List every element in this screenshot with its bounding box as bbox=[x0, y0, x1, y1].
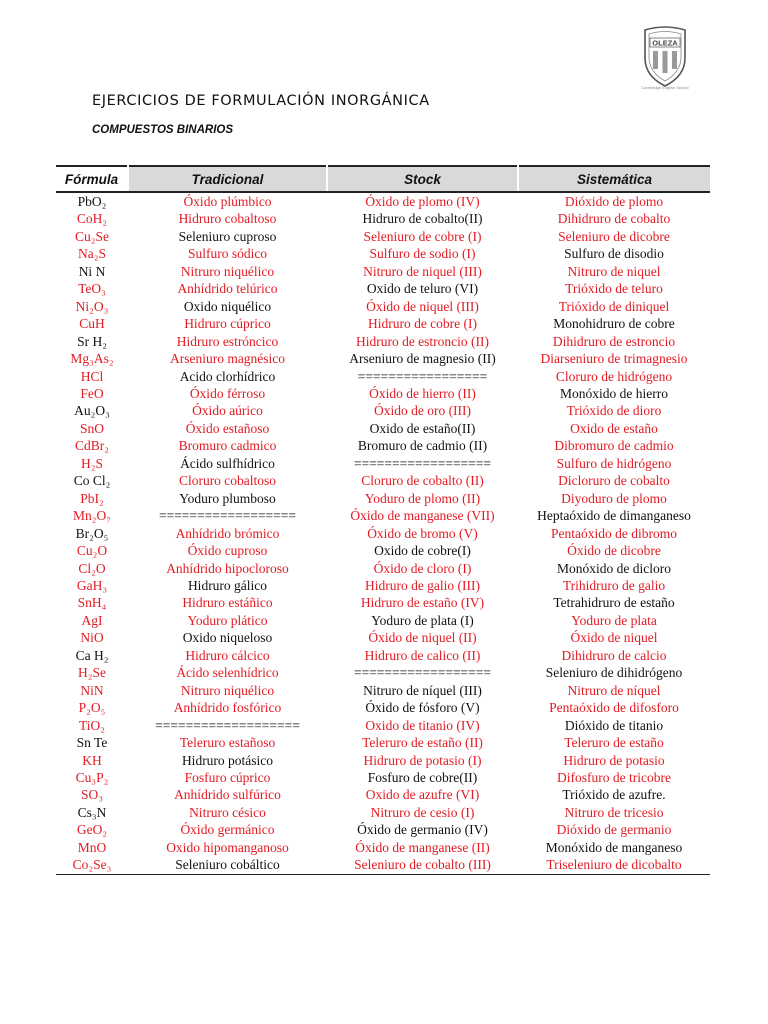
stock-cell: Óxido de hierro (II) bbox=[369, 385, 476, 401]
stock-cell: Fosfuro de cobre(II) bbox=[367, 769, 478, 785]
sistematica-cell: Dióxido de germanio bbox=[556, 822, 672, 838]
sistematica-cell: Trióxido de diniquel bbox=[558, 298, 670, 314]
tradicional-cell: Hidruro cálcico bbox=[185, 647, 270, 663]
tradicional-cell: Sulfuro sódico bbox=[187, 246, 268, 262]
formula-cell: Cu₂O bbox=[76, 543, 108, 559]
tradicional-cell: Ácido selenhídrico bbox=[176, 665, 279, 681]
sistematica-cell: Monóxido de manganeso bbox=[545, 839, 683, 855]
table-row bbox=[56, 525, 710, 542]
table-row bbox=[56, 752, 710, 769]
column-header-formula: Fórmula bbox=[56, 166, 128, 192]
stock-cell: Oxido de teluro (VI) bbox=[366, 281, 479, 297]
sistematica-cell: Dióxido de titanio bbox=[564, 717, 664, 733]
formula-cell: CoH₂ bbox=[76, 211, 108, 227]
formula-cell: KH bbox=[82, 752, 102, 768]
formula-cell: Co₂Se₃ bbox=[56, 856, 128, 874]
table-row bbox=[56, 682, 710, 699]
formula-cell: NiN bbox=[80, 682, 104, 698]
formula-cell: Ni N bbox=[78, 263, 106, 279]
sistematica-cell: Cloruro de hidrógeno bbox=[555, 368, 673, 384]
sistematica-cell: Nitruro de tricesio bbox=[564, 804, 664, 820]
sistematica-cell: Sulfuro de disodio bbox=[564, 246, 664, 262]
formula-cell: Na₂S bbox=[78, 246, 106, 262]
table-row bbox=[56, 368, 710, 385]
stock-cell: Arseniuro de magnesio (II) bbox=[349, 351, 496, 367]
table-body bbox=[56, 192, 710, 874]
sistematica-cell: Dióxido de plomo bbox=[564, 194, 664, 209]
tradicional-cell: Óxido plúmbico bbox=[183, 194, 272, 209]
sistematica-cell: Nitruro de níquel bbox=[567, 682, 661, 698]
table-row bbox=[56, 821, 710, 838]
stock-cell: Hidruro de galio (III) bbox=[364, 577, 481, 593]
formula-cell: GeO₂ bbox=[76, 822, 108, 838]
table-row bbox=[56, 210, 710, 227]
table-row bbox=[56, 263, 710, 280]
table-row bbox=[56, 629, 710, 646]
table-row bbox=[56, 856, 710, 874]
stock-cell: Óxido de bromo (V) bbox=[367, 525, 478, 541]
tradicional-cell: Nitruro niquélico bbox=[180, 263, 275, 279]
formula-cell: Sr H₂ bbox=[77, 333, 107, 349]
tradicional-cell: Hidruro cúprico bbox=[184, 316, 271, 332]
tradicional-cell: Anhídrido fosfórico bbox=[173, 700, 282, 716]
tradicional-cell: Óxido aúrico bbox=[192, 403, 263, 419]
table-row bbox=[56, 594, 710, 611]
sistematica-cell: Óxido de niquel bbox=[570, 630, 658, 646]
stock-cell: Sulfuro de sodio (I) bbox=[369, 246, 476, 262]
page-subtitle: COMPUESTOS BINARIOS bbox=[92, 124, 233, 136]
formula-cell: P₂O₅ bbox=[78, 700, 106, 716]
sistematica-cell: Monohidruro de cobre bbox=[553, 316, 675, 332]
formula-cell: Br₂O₅ bbox=[75, 525, 109, 541]
table-row bbox=[56, 437, 710, 454]
sistematica-cell: Heptaóxido de dimanganeso bbox=[537, 508, 691, 524]
table-row bbox=[56, 647, 710, 664]
tradicional-cell: Hidruro cobaltoso bbox=[178, 211, 277, 227]
stock-cell: Óxido de germanio (IV) bbox=[357, 822, 488, 838]
tradicional-cell: Nitruro niquélico bbox=[180, 682, 275, 698]
table-row bbox=[56, 664, 710, 681]
sistematica-cell: Trióxido de azufre. bbox=[562, 787, 666, 803]
formula-cell: CdBr₂ bbox=[75, 438, 109, 454]
compounds-table bbox=[56, 165, 710, 875]
table-row bbox=[56, 315, 710, 332]
formula-cell: Ni₂O₃ bbox=[75, 298, 109, 314]
formula-cell: FeO bbox=[80, 385, 104, 401]
sistematica-cell: Trihidruro de galio bbox=[562, 577, 666, 593]
stock-cell: Cloruro de cobalto (II) bbox=[361, 473, 484, 489]
tradicional-cell: ================== bbox=[158, 508, 297, 524]
stock-cell: Oxido de azufre (VI) bbox=[365, 787, 480, 803]
table-row bbox=[56, 333, 710, 350]
tradicional-cell: Hidruro potásico bbox=[181, 752, 274, 768]
tradicional-cell: =================== bbox=[155, 717, 300, 733]
sistematica-cell: Dihidruro de estroncio bbox=[552, 333, 676, 349]
stock-cell: Teleruro de estaño (II) bbox=[362, 735, 483, 751]
formula-cell: PbI₂ bbox=[80, 490, 104, 506]
formula-cell: Au₂O₃ bbox=[74, 403, 110, 419]
formula-cell: H₂S bbox=[81, 455, 103, 471]
sistematica-cell: Monóxido de dicloro bbox=[557, 560, 671, 576]
sistematica-cell: Oxido de estaño bbox=[570, 420, 658, 436]
logo-text: OLEZA bbox=[652, 38, 678, 48]
sistematica-cell: Seleniuro de dicobre bbox=[558, 228, 670, 244]
formula-cell: H₂Se bbox=[78, 665, 106, 681]
stock-cell: Óxido de niquel (II) bbox=[368, 630, 477, 646]
formula-cell: TeO₃ bbox=[78, 281, 106, 297]
sistematica-cell: Seleniuro de dihidrógeno bbox=[545, 665, 683, 681]
table-row bbox=[56, 839, 710, 856]
table-row bbox=[56, 402, 710, 419]
tradicional-cell: Seleniuro cobáltico bbox=[128, 856, 327, 874]
stock-cell: Óxido de cloro (I) bbox=[373, 560, 472, 576]
stock-cell: Hidruro de calico (II) bbox=[364, 647, 481, 663]
stock-cell: Óxido de fósforo (V) bbox=[365, 700, 480, 716]
tradicional-cell: Óxido cuproso bbox=[187, 543, 268, 559]
table-row bbox=[56, 350, 710, 367]
tradicional-cell: Óxido estañoso bbox=[185, 420, 270, 436]
tradicional-cell: Anhídrido brómico bbox=[175, 525, 280, 541]
table-row bbox=[56, 228, 710, 245]
tradicional-cell: Óxido férroso bbox=[189, 385, 266, 401]
stock-cell: Nitruro de cesio (I) bbox=[370, 804, 475, 820]
stock-cell: Hidruro de cobre (I) bbox=[367, 316, 478, 332]
table-row bbox=[56, 472, 710, 489]
tradicional-cell: Seleniuro cuproso bbox=[178, 228, 277, 244]
tradicional-cell: Hidruro estáñico bbox=[182, 595, 273, 611]
stock-cell: Seleniuro de cobalto (III) bbox=[327, 856, 518, 874]
tradicional-cell: Oxido niquélico bbox=[183, 298, 272, 314]
table-row bbox=[56, 298, 710, 315]
stock-cell: ================== bbox=[353, 455, 492, 471]
stock-cell: Hidruro de estaño (IV) bbox=[360, 595, 485, 611]
table-row bbox=[56, 786, 710, 803]
table-row bbox=[56, 455, 710, 472]
sistematica-cell: Dicloruro de cobalto bbox=[558, 473, 670, 489]
sistematica-cell: Diarseniuro de trimagnesio bbox=[540, 351, 688, 367]
column-header-tradicional: Tradicional bbox=[128, 166, 327, 192]
formula-cell: Co Cl₂ bbox=[73, 473, 111, 489]
sistematica-cell: Diyoduro de plomo bbox=[561, 490, 667, 506]
stock-cell: Óxido de manganese (II) bbox=[355, 839, 490, 855]
table-row bbox=[56, 577, 710, 594]
sistematica-cell: Dihidruro de cobalto bbox=[557, 211, 671, 227]
tradicional-cell: Acido clorhídrico bbox=[179, 368, 276, 384]
logo-caption: Cambridge English School bbox=[641, 85, 689, 90]
stock-cell: Seleniuro de cobre (I) bbox=[363, 228, 482, 244]
formula-cell: Mg₃As₂ bbox=[70, 351, 114, 367]
sistematica-cell: Pentaóxido de difosforo bbox=[549, 700, 679, 716]
sistematica-cell: Hidruro de potasio bbox=[563, 752, 665, 768]
formula-cell: CuH bbox=[79, 316, 105, 332]
stock-cell: Óxido de niquel (III) bbox=[366, 298, 479, 314]
tradicional-cell: Bromuro cadmico bbox=[178, 438, 277, 454]
stock-cell: Oxido de titanio (IV) bbox=[365, 717, 480, 733]
table-row bbox=[56, 560, 710, 577]
formula-cell: MnO bbox=[77, 839, 107, 855]
formula-cell: SnH₄ bbox=[77, 595, 107, 611]
sistematica-cell: Trióxido de dioro bbox=[566, 403, 662, 419]
stock-cell: Óxido de plomo (IV) bbox=[365, 194, 480, 209]
stock-cell: Hidruro de cobalto(II) bbox=[362, 211, 483, 227]
formula-cell: NiO bbox=[80, 630, 104, 646]
formula-cell: HCl bbox=[80, 368, 104, 384]
tradicional-cell: Yoduro plático bbox=[187, 612, 268, 628]
sistematica-cell: Tetrahidruro de estaño bbox=[553, 595, 675, 611]
formula-cell: TiO₂ bbox=[79, 717, 105, 733]
column-header-sistematica: Sistemática bbox=[518, 166, 710, 192]
oleza-logo bbox=[636, 24, 694, 90]
formula-cell: Sn Te bbox=[76, 735, 108, 751]
stock-cell: ================== bbox=[353, 665, 492, 681]
stock-cell: Hidruro de estroncio (II) bbox=[355, 333, 490, 349]
sistematica-cell: Trióxido de teluro bbox=[565, 281, 663, 297]
formula-cell: GaH₃ bbox=[76, 577, 108, 593]
stock-cell: Yoduro de plata (I) bbox=[371, 612, 474, 628]
table-row bbox=[56, 245, 710, 262]
tradicional-cell: Fosfuro cúprico bbox=[184, 769, 271, 785]
stock-cell: Oxido de estaño(II) bbox=[369, 420, 476, 436]
table-row bbox=[56, 385, 710, 402]
table-row bbox=[56, 612, 710, 629]
table-row bbox=[56, 420, 710, 437]
table-row bbox=[56, 769, 710, 786]
tradicional-cell: Hidruro gálico bbox=[187, 577, 268, 593]
tradicional-cell: Hidruro estróncico bbox=[176, 333, 279, 349]
tradicional-cell: Arseniuro magnésico bbox=[169, 351, 286, 367]
table-row bbox=[56, 280, 710, 297]
tradicional-cell: Oxido hipomanganoso bbox=[166, 839, 289, 855]
sistematica-cell: Monóxido de hierro bbox=[560, 385, 668, 401]
sistematica-cell: Yoduro de plata bbox=[571, 612, 657, 628]
tradicional-cell: Cloruro cobaltoso bbox=[178, 473, 277, 489]
stock-cell: Oxido de cobre(I) bbox=[374, 543, 471, 559]
tradicional-cell: Ácido sulfhídrico bbox=[180, 455, 275, 471]
sistematica-cell: Pentaóxido de dibromo bbox=[551, 525, 677, 541]
sistematica-cell: Óxido de dicobre bbox=[567, 543, 661, 559]
tradicional-cell: Nitruro césico bbox=[189, 804, 266, 820]
stock-cell: Hidruro de potasio (I) bbox=[363, 752, 482, 768]
stock-cell: Bromuro de cadmio (II) bbox=[357, 438, 488, 454]
formula-cell: Cl₂O bbox=[78, 560, 106, 576]
tradicional-cell: Yoduro plumboso bbox=[179, 490, 276, 506]
table-row bbox=[56, 490, 710, 507]
page-title: EJERCICIOS DE FORMULACIÓN INORGÁNICA bbox=[92, 93, 430, 109]
tradicional-cell: Anhídrido telúrico bbox=[177, 281, 278, 297]
formula-cell: Mn₂O₇ bbox=[73, 508, 111, 524]
table-row bbox=[56, 542, 710, 559]
formula-cell: SnO bbox=[79, 420, 104, 436]
table-row bbox=[56, 507, 710, 524]
column-header-stock: Stock bbox=[327, 166, 518, 192]
tradicional-cell: Anhídrido hipocloroso bbox=[166, 560, 289, 576]
sistematica-cell: Nitruro de niquel bbox=[567, 263, 661, 279]
formula-cell: Cu₃P₂ bbox=[75, 769, 109, 785]
stock-cell: Yoduro de plomo (II) bbox=[364, 490, 481, 506]
tradicional-cell: Óxido germánico bbox=[180, 822, 275, 838]
formula-cell: PbO₂ bbox=[77, 194, 107, 209]
tradicional-cell: Anhídrido sulfúrico bbox=[174, 787, 281, 803]
formula-cell: Cu₂Se bbox=[75, 228, 109, 244]
stock-cell: Óxido de oro (III) bbox=[373, 403, 472, 419]
sistematica-cell: Teleruro de estaño bbox=[564, 735, 664, 751]
tradicional-cell: Oxido niqueloso bbox=[182, 630, 273, 646]
table-row bbox=[56, 699, 710, 716]
table-row bbox=[56, 734, 710, 751]
tradicional-cell: Teleruro estañoso bbox=[179, 735, 276, 751]
formula-cell: SO₃ bbox=[81, 787, 103, 803]
sistematica-cell: Sulfuro de hidrógeno bbox=[556, 455, 672, 471]
stock-cell: Óxido de manganese (VII) bbox=[350, 508, 495, 524]
stock-cell: ================= bbox=[357, 368, 488, 384]
sistematica-cell: Dihidruro de calcio bbox=[561, 647, 667, 663]
sistematica-cell: Difosfuro de tricobre bbox=[557, 769, 671, 785]
formula-cell: Cs₃N bbox=[77, 804, 107, 820]
table-row bbox=[56, 192, 710, 210]
formula-cell: Ca H₂ bbox=[75, 647, 109, 663]
formula-cell: AgI bbox=[81, 612, 103, 628]
stock-cell: Nitruro de níquel (III) bbox=[363, 682, 482, 698]
stock-cell: Nitruro de niquel (III) bbox=[363, 263, 482, 279]
sistematica-cell: Dibromuro de cadmio bbox=[554, 438, 674, 454]
sistematica-cell: Triseleniuro de dicobalto bbox=[518, 856, 710, 874]
table-row bbox=[56, 717, 710, 734]
table-header-row bbox=[56, 166, 710, 192]
table-row bbox=[56, 804, 710, 821]
